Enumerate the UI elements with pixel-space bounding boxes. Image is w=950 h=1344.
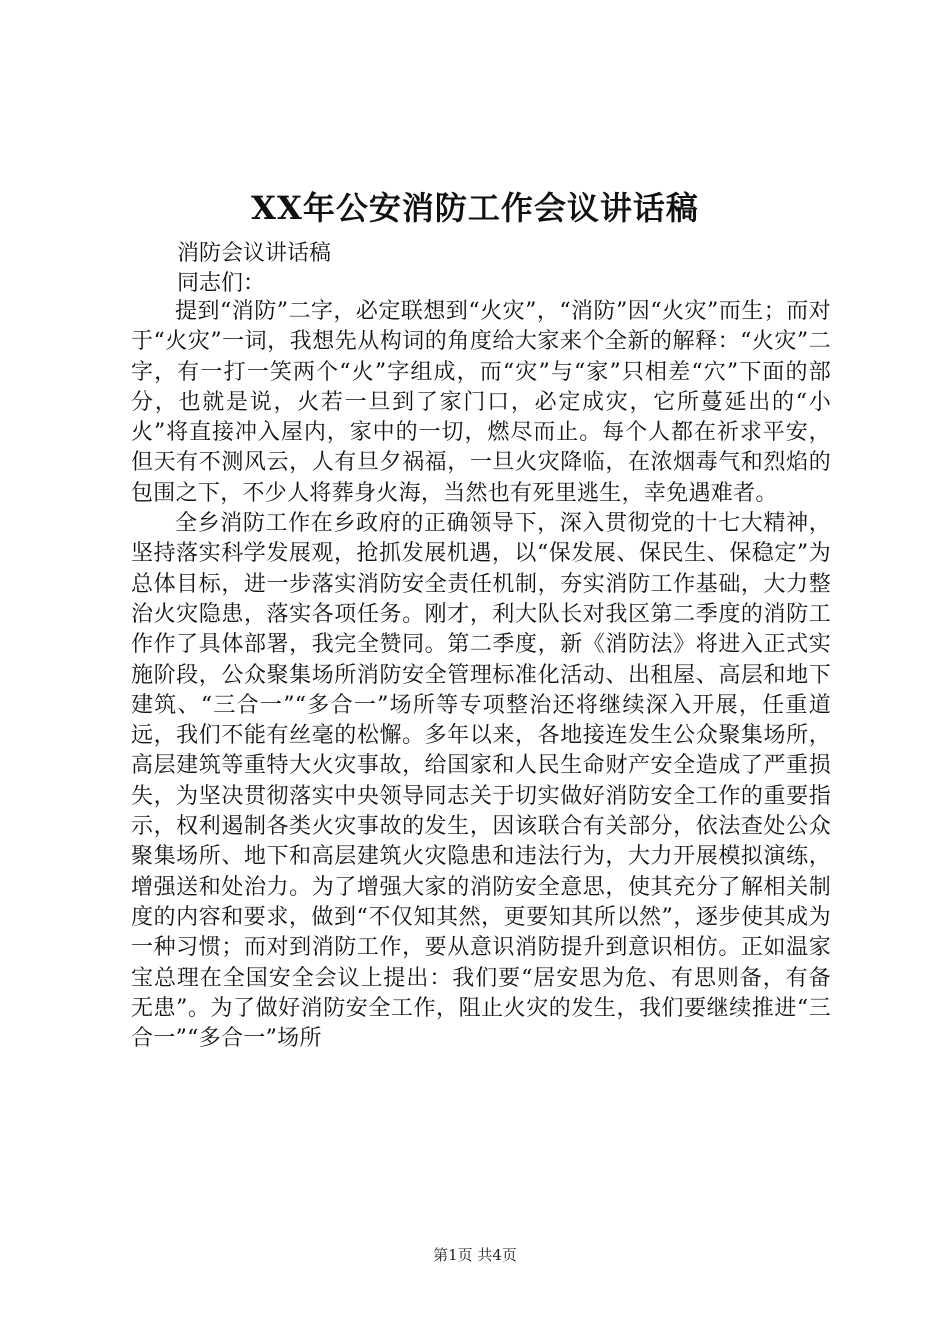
paragraph-2: 全乡消防工作在乡政府的正确领导下，深入贯彻党的十七大精神，坚持落实科学发展观，抢抓发展机遇，以“保发展、保民生、保稳定”为总体目标，进一步落实消防安全责任机制，夯实消防工作基础，大力整治火灾隐患，落实各项任务。刚才，利大队长对我区第二季度的消防工作作了具体部署，我完全赞同。第二季度，新《消防法》将进入正式实施阶段，公众聚集场所消防安全管理标准化活动、出租屋、高层和地下建筑、“三合一”“多合一”场所等专项整治还将继续深入开展，任重道远，我们不能有丝毫的松懈。多年以来，各地接连发生公众聚集场所，高层建筑等重特大火灾事故，给国家和人民生命财产安全造成了严重损失，为坚决贯彻落实中央领导同志关于切实做好消防安全工作的重要指示，权利遏制各类火灾事故的发生，因该联合有关部分，依法查处公众聚集场所、地下和高层建筑火灾隐患和违法行为，大力开展模拟演练，增强送和处治力。为了增强大家的消防安全意思，使其充分了解相关制度的内容和要求，做到“不仅知其然，更要知其所以然”，逐步使其成为一种习惯；而对到消防工作，要从意识消防提升到意识相仿。正如温家宝总理在全国安全会议上提出：我们要“居安思为危、有思则备，有备无患”。为了做好消防安全工作，阻止火灾的发生，我们要继续推进“三合一”“多合一”场所 [131,511,831,1052]
speech-body [131,297,831,1054]
page-title: XX年公安消防工作会议讲话稿 [251,189,699,227]
speech-subtitle: 消防会议讲话稿 [177,241,332,266]
salutation: 同志们： [177,271,266,296]
paragraph-1: 提到“消防”二字，必定联想到“火灾”，“消防”因“火灾”而生；而对于“火灾”一词，我想先从构词的角度给大家来个全新的解释：“火灾”二字，有一打一笑两个“火”字组成，而“灾”与“家”只相差“穴”下面的部分，也就是说，火若一旦到了家门口，必定成灾，它所蔓延出的“小火”将直接冲入屋内，家中的一切，燃尽而止。每个人都在祈求平安，但天有不测风云，人有旦夕祸福，一旦火灾降临，在浓烟毒气和烈焰的包围之下，不少人将葬身火海，当然也有死里逃生，幸免遇难者。 [131,299,831,506]
page-footer: 第1页 共4页 [433,1246,517,1264]
